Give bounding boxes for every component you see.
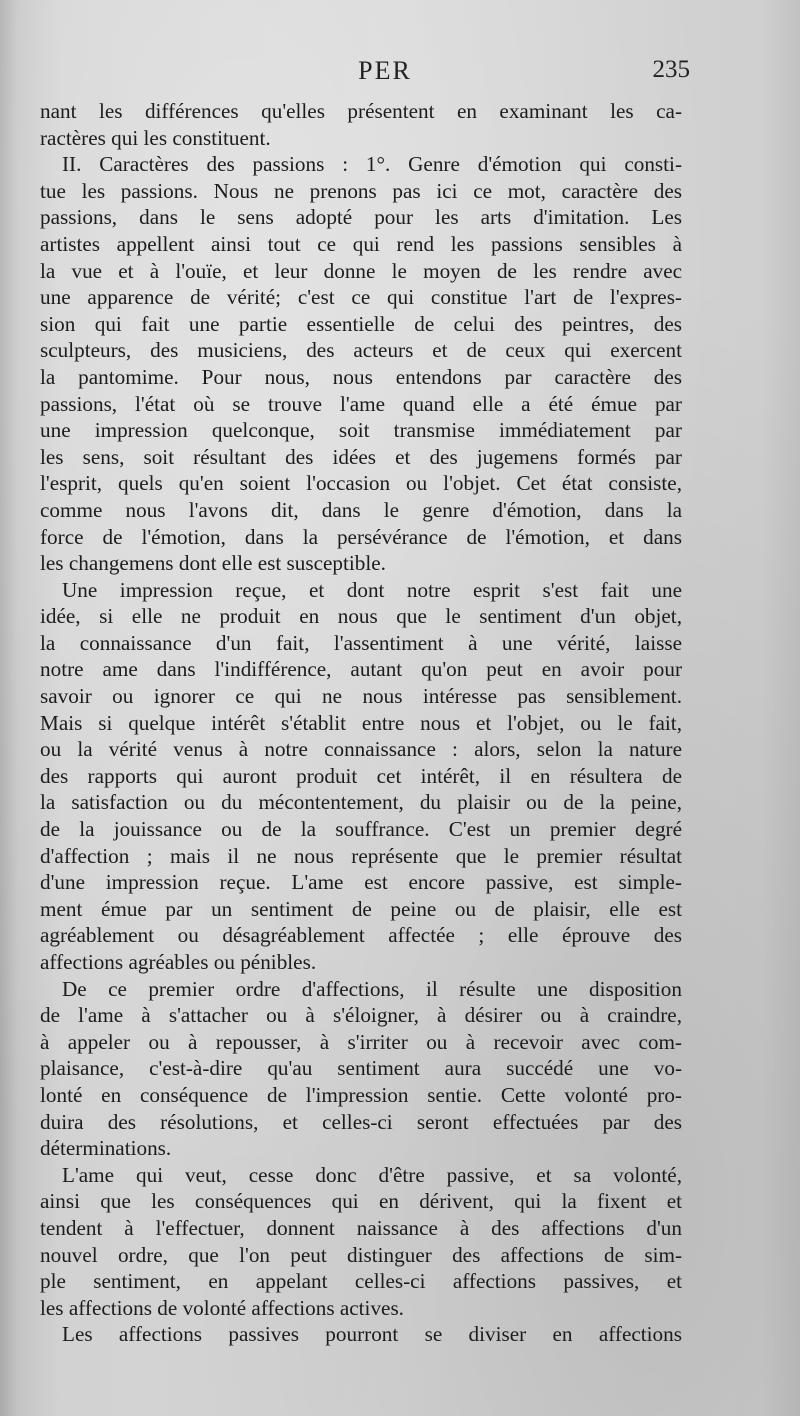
text-line: De ce premier ordre d'affections, il résulte une disposition bbox=[62, 976, 682, 1001]
text-paragraphs bbox=[40, 98, 682, 1348]
running-head: PER bbox=[358, 56, 412, 85]
text-line: une apparence de vérité; c'est ce qui constitue l'art de l'expres- bbox=[40, 285, 682, 310]
text-line: déterminations. bbox=[40, 1136, 172, 1161]
text-line: la vue et à l'ouïe, et leur donne le moyen de les rendre avec bbox=[40, 258, 682, 283]
text-line: II. Caractères des passions : 1°. Genre d'émotion qui consti- bbox=[62, 152, 682, 177]
text-line: notre ame dans l'indifférence, autant qu'on peut en avoir pour bbox=[40, 657, 682, 682]
body-text bbox=[40, 98, 682, 1348]
text-line: comme nous l'avons dit, dans le genre d'émotion, dans la bbox=[40, 497, 682, 522]
text-line: la satisfaction ou du mécontentement, du plaisir ou de la peine, bbox=[40, 790, 682, 815]
text-line: passions, dans le sens adopté pour les arts d'imitation. Les bbox=[40, 205, 682, 230]
text-line: les affections de volonté affections actives. bbox=[40, 1295, 404, 1320]
text-line: la connaissance d'un fait, l'assentiment à une vérité, laisse bbox=[40, 630, 682, 655]
text-line: ractères qui les constituent. bbox=[40, 125, 271, 150]
text-line: de l'ame à s'attacher ou à s'éloigner, à désirer ou à craindre, bbox=[40, 1003, 682, 1028]
text-line: sculpteurs, des musiciens, des acteurs et de ceux qui exercent bbox=[40, 338, 682, 363]
text-line: ment émue par un sentiment de peine ou de plaisir, elle est bbox=[40, 896, 682, 921]
text-line: une impression quelconque, soit transmise immédiatement par bbox=[40, 418, 682, 443]
text-line: les sens, soit résultant des idées et des jugemens formés par bbox=[40, 444, 682, 469]
text-line: nant les différences qu'elles présentent en examinant les ca- bbox=[40, 99, 682, 123]
text-line: d'affection ; mais il ne nous représente que le premier résultat bbox=[40, 843, 682, 868]
text-line: la pantomime. Pour nous, nous entendons par caractère des bbox=[40, 364, 682, 389]
text-line: ple sentiment, en appelant celles-ci affections passives, et bbox=[40, 1269, 682, 1294]
text-line: force de l'émotion, dans la persévérance de l'émotion, et dans bbox=[40, 524, 682, 549]
text-line: passions, l'état où se trouve l'ame quand elle a été émue par bbox=[40, 391, 682, 416]
text-line: d'une impression reçue. L'ame est encore passive, est simple- bbox=[40, 870, 682, 895]
text-line: sion qui fait une partie essentielle de celui des peintres, des bbox=[40, 311, 682, 336]
text-line: agréablement ou désagréablement affectée ; elle éprouve des bbox=[40, 923, 682, 948]
text-line: tendent à l'effectuer, donnent naissance à des affections d'un bbox=[40, 1215, 682, 1240]
text-line: l'esprit, quels qu'en soient l'occasion ou l'objet. Cet état consiste, bbox=[40, 471, 682, 496]
text-line: les changemens dont elle est susceptible. bbox=[40, 551, 386, 576]
page-header bbox=[40, 56, 690, 96]
text-line: des rapports qui auront produit cet intérêt, il en résultera de bbox=[40, 763, 682, 788]
text-line: savoir ou ignorer ce qui ne nous intéresse pas sensiblement. bbox=[40, 684, 682, 709]
text-line: L'ame qui veut, cesse donc d'être passive, et sa volonté, bbox=[62, 1162, 682, 1187]
page-number: 235 bbox=[652, 56, 690, 83]
text-line: idée, si elle ne produit en nous que le sentiment d'un objet, bbox=[40, 604, 682, 629]
text-line: lonté en conséquence de l'impression sentie. Cette volonté pro- bbox=[40, 1082, 682, 1107]
text-line: ou la vérité venus à notre connaissance : alors, selon la nature bbox=[40, 737, 682, 762]
text-line: ainsi que les conséquences qui en dérivent, qui la fixent et bbox=[40, 1189, 682, 1214]
text-line: Une impression reçue, et dont notre esprit s'est fait une bbox=[62, 577, 682, 602]
text-line: duira des résolutions, et celles-ci seront effectuées par des bbox=[40, 1109, 682, 1134]
text-line: affections agréables ou pénibles. bbox=[40, 950, 317, 974]
text-line: tue les passions. Nous ne prenons pas ici ce mot, caractère des bbox=[40, 178, 682, 203]
text-line: nouvel ordre, que l'on peut distinguer des affections de sim- bbox=[40, 1242, 682, 1267]
text-line: Mais si quelque intérêt s'établit entre nous et l'objet, ou le fait, bbox=[40, 710, 682, 735]
text-line: plaisance, c'est-à-dire qu'au sentiment aura succédé une vo- bbox=[40, 1056, 682, 1081]
text-line: de la jouissance ou de la souffrance. C'est un premier degré bbox=[40, 817, 682, 842]
text-line: Les affections passives pourront se diviser en affections bbox=[62, 1322, 682, 1347]
text-line: artistes appellent ainsi tout ce qui rend les passions sensibles à bbox=[40, 231, 682, 256]
text-line: à appeler ou à repousser, à s'irriter ou à recevoir avec com- bbox=[40, 1029, 682, 1054]
